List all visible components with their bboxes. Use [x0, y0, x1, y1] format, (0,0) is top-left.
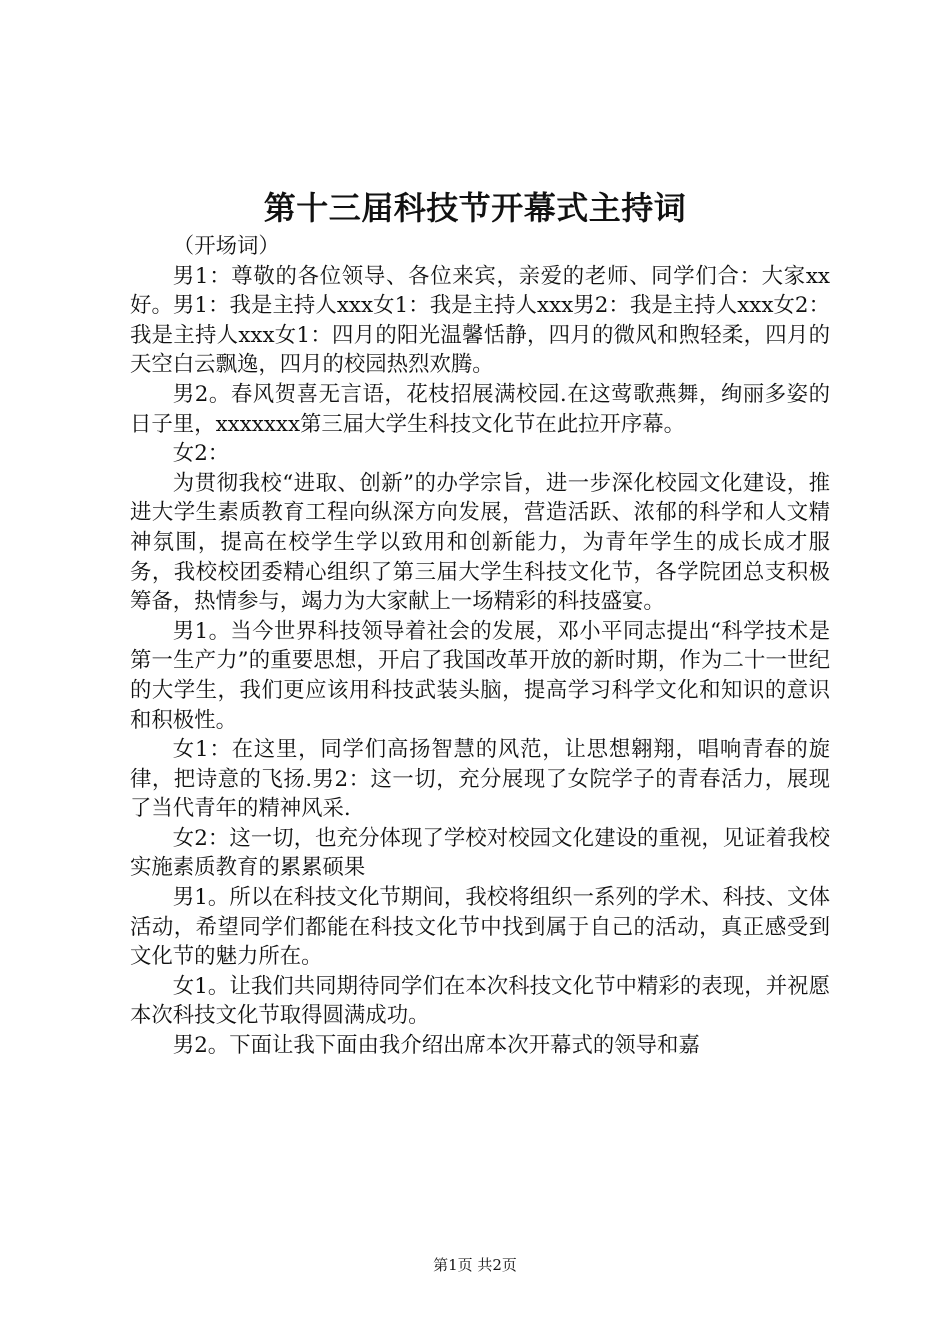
paragraph: 男1。所以在科技文化节期间，我校将组织一系列的学术、科技、文体活动，希望同学们都能在科技文化节中找到属于自己的活动，真正感受到文化节的魅力所在。 — [130, 885, 830, 970]
paragraph: 女2：这一切，也充分体现了学校对校园文化建设的重视，见证着我校实施素质教育的累累硕果 — [130, 825, 830, 881]
paragraph: 男1。当今世界科技领导着社会的发展，邓小平同志提出“科学技术是第一生产力”的重要思想，开启了我国改革开放的新时期，作为二十一世纪的大学生，我们更应该用科技武装头脑，提高学习科学文化和知识的意识和积极性。 — [130, 618, 830, 733]
paragraph: 男2。春风贺喜无言语，花枝招展满校园.在这莺歌燕舞，绚丽多姿的日子里，xxxxxxx第三届大学生科技文化节在此拉开序幕。 — [130, 381, 830, 437]
paragraph-opening: （开场词） — [172, 234, 280, 259]
document-body — [130, 232, 830, 1061]
document-title: 第十三届科技节开幕式主持词 — [263, 189, 687, 227]
paragraph: 男2。下面让我下面由我介绍出席本次开幕式的领导和嘉 — [172, 1033, 700, 1059]
paragraph: 男1：尊敬的各位领导、各位来宾，亲爱的老师、同学们合：大家xx好。男1：我是主持人xxx女1：我是主持人xxx男2：我是主持人xxx女2：我是主持人xxx女1：四月的阳光温馨恬静，四月的微风和煦轻柔，四月的天空白云飘逸，四月的校园热烈欢腾。 — [130, 263, 830, 378]
paragraph: 女1。让我们共同期待同学们在本次科技文化节中精彩的表现，并祝愿本次科技文化节取得圆满成功。 — [130, 973, 830, 1029]
paragraph: 女1：在这里，同学们高扬智慧的风范，让思想翱翔，唱响青春的旋律，把诗意的飞扬.男2：这一切，充分展现了女院学子的青春活力，展现了当代青年的精神风采. — [130, 737, 830, 822]
page-footer: 第1页 共2页 — [433, 1256, 517, 1274]
paragraph: 为贯彻我校“进取、创新”的办学宗旨，进一步深化校园文化建设，推进大学生素质教育工程向纵深方向发展，营造活跃、浓郁的科学和人文精神氛围，提高在校学生学以致用和创新能力，为青年学生的成长成才服务，我校校团委精心组织了第三届大学生科技文化节，各学院团总支积极筹备，热情参与，竭力为大家献上一场精彩的科技盛宴。 — [130, 470, 830, 615]
paragraph: 女2： — [172, 441, 230, 467]
